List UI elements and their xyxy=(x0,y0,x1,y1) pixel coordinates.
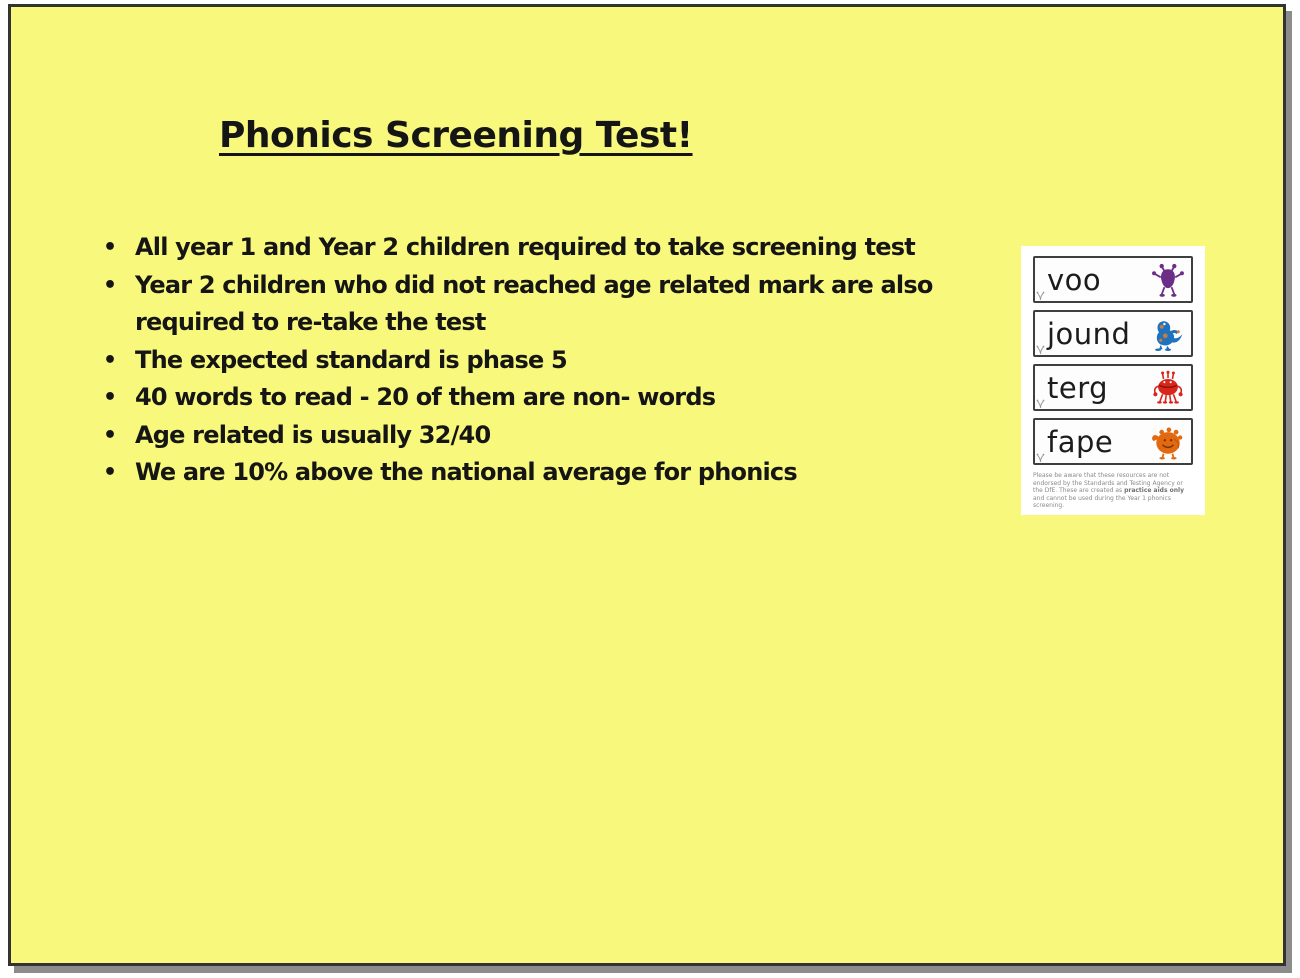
bullet-list xyxy=(95,229,980,492)
word-card-voo xyxy=(1033,256,1193,303)
listen-mark-icon xyxy=(1036,291,1045,301)
disclaimer-pre: Please be aware that these resources are not endorsed by the Standards and Testing Agency or the DfE. These are created as xyxy=(1033,472,1183,494)
bullet-item xyxy=(95,342,980,380)
phonics-word-cards-image xyxy=(1021,246,1205,515)
bullet-text: 40 words to read - 20 of them are non- words xyxy=(135,383,716,411)
disclaimer-post: and cannot be used during the Year 1 phonics screening. xyxy=(1033,494,1171,509)
word-card-jound xyxy=(1033,310,1193,357)
page-title: Phonics Screening Test! xyxy=(219,115,693,156)
listen-mark-icon xyxy=(1036,453,1045,463)
bullet-item xyxy=(95,454,980,492)
bullet-text: The expected standard is phase 5 xyxy=(135,345,567,374)
word-card-fape xyxy=(1033,418,1193,465)
blue-dinosaur-monster-icon xyxy=(1150,315,1186,353)
nonsense-word: terg xyxy=(1047,370,1109,405)
bullet-item xyxy=(95,417,980,455)
bullet-item xyxy=(95,267,980,342)
bullet-item xyxy=(95,379,980,417)
bullet-text: Age related is usually 32/40 xyxy=(135,420,491,449)
nonsense-word: jound xyxy=(1047,316,1131,351)
orange-blob-monster-icon xyxy=(1150,423,1186,461)
bullet-text: Year 2 children who did not reached age related mark are also required to re-take the test xyxy=(135,270,933,336)
listen-mark-icon xyxy=(1036,399,1045,409)
bullet-text: All year 1 and Year 2 children required to take screening test xyxy=(135,233,915,261)
nonsense-word: voo xyxy=(1047,262,1102,297)
disclaimer-text xyxy=(1033,472,1193,510)
purple-alien-monster-icon xyxy=(1150,261,1186,299)
listen-mark-icon xyxy=(1036,345,1045,355)
word-card-terg xyxy=(1033,364,1193,411)
red-crab-monster-icon xyxy=(1150,369,1186,407)
bullet-item xyxy=(95,229,980,267)
bullet-text: We are 10% above the national average for phonics xyxy=(135,458,797,486)
slide xyxy=(8,4,1286,966)
disclaimer-bold: practice aids only xyxy=(1124,487,1184,494)
nonsense-word: fape xyxy=(1047,424,1114,459)
